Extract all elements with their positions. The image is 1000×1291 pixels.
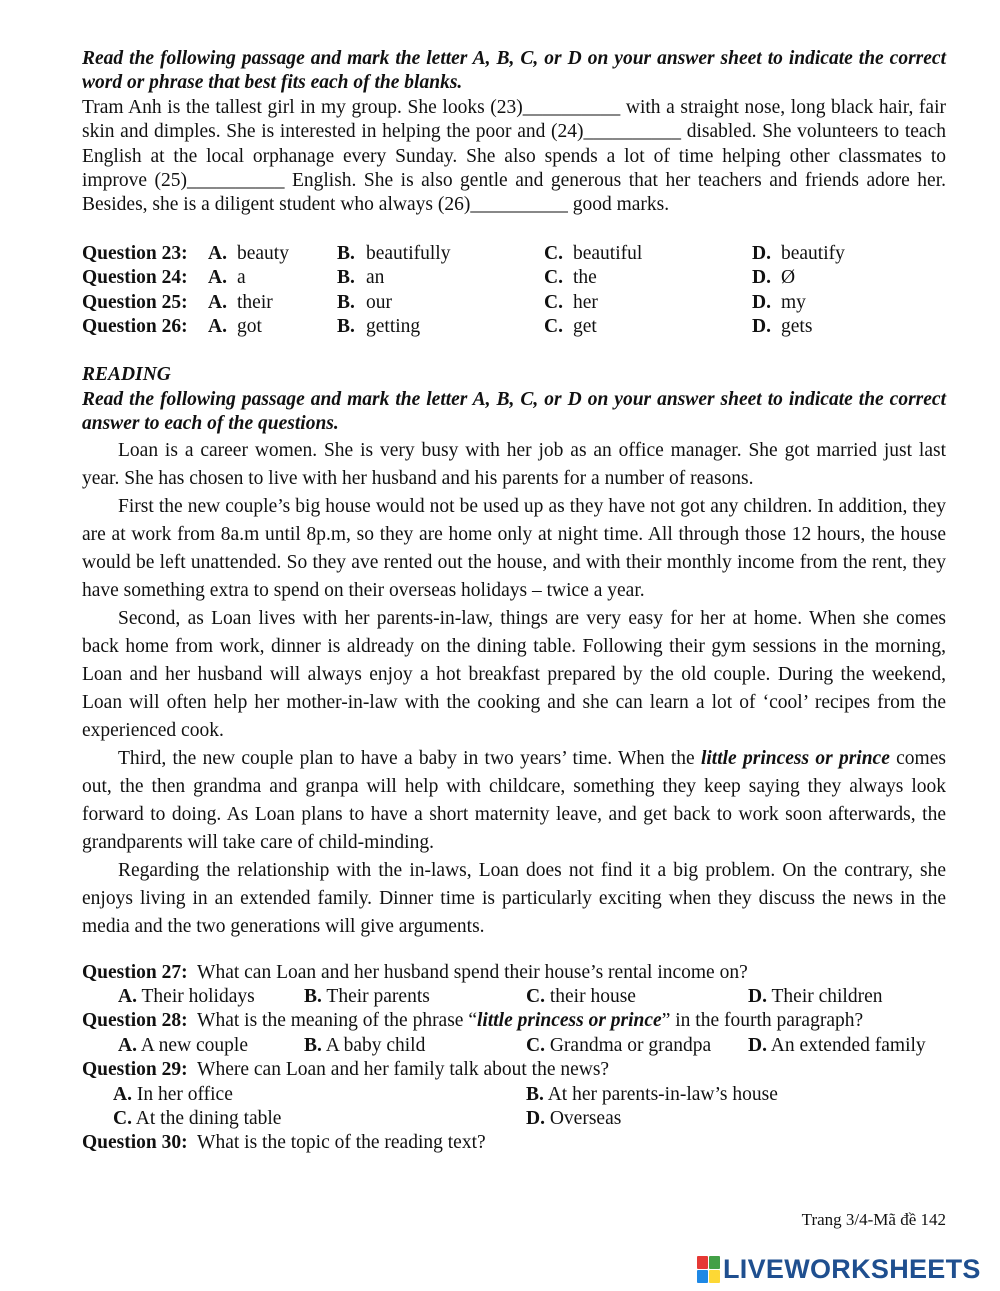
page-footer: Trang 3/4-Mã đề 142 <box>801 1210 946 1229</box>
passage-paragraph-2: First the new couple’s big house would not be used up as they have not got any children. In addition, they are at work from 8a.m until 8p.m, so they are home only at night time. All through those 12 hours, the house would be left unattended. So they ave rented out the house, and with their monthly income from the rent, they have something extra to spend on their overseas holidays – twice a year. <box>82 495 946 601</box>
cloze-question-list <box>82 242 946 340</box>
liveworksheets-logo <box>697 1253 981 1284</box>
worksheet-page <box>82 47 946 1156</box>
option-c[interactable]: C. their house <box>526 986 636 1008</box>
option-a[interactable]: A. a <box>208 267 246 289</box>
option-c[interactable]: C. At the dining table <box>113 1108 282 1130</box>
option-c[interactable]: C. the <box>544 267 597 289</box>
option-b[interactable]: B. beautifully <box>337 242 451 264</box>
answer-row-29b <box>82 1107 946 1131</box>
answer-row-27 <box>82 985 946 1009</box>
option-c[interactable]: C. her <box>544 291 598 313</box>
passage-paragraph-1: Loan is a career women. She is very busy with her job as an office manager. She got married just last year. She has chosen to live with her husband and his parents for a number of reasons. <box>82 439 946 489</box>
passage-paragraph-5: Regarding the relationship with the in-laws, Loan does not find it a big problem. On the contrary, she enjoys living in an extended family. Dinner time is particularly exciting when they discuss the news in the media and the two generations will give arguments. <box>82 859 946 937</box>
option-c[interactable]: C. Grandma or grandpa <box>526 1034 712 1056</box>
question-row-25 <box>82 291 946 315</box>
option-b[interactable]: B. our <box>337 291 392 313</box>
option-a[interactable]: A. A new couple <box>118 1034 249 1056</box>
option-b[interactable]: B. A baby child <box>304 1034 426 1056</box>
question-30: Question 30: What is the topic of the reading text? <box>82 1132 486 1154</box>
question-label: Question 24: <box>82 267 188 289</box>
passage-paragraph-3: Second, as Loan lives with her parents-in-law, things are very easy for her at home. When she comes back home from work, dinner is aldready on the dining table. Following their gym sessions in the morning, Loan and her husband will always enjoy a hot breakfast prepared by the old couple. During the weekend, Loan will often help her mother-in-law with the cooking and she can learn a lot of ‘cool’ recipes from the experienced cook. <box>82 607 946 741</box>
option-d[interactable]: D. beautify <box>752 242 845 264</box>
question-28: Question 28: What is the meaning of the phrase “little princess or prince” in the fourth paragraph? <box>82 1010 864 1032</box>
question-label: Question 23: <box>82 242 188 264</box>
logo-grid-icon <box>697 1256 719 1282</box>
question-label: Question 25: <box>82 291 188 313</box>
logo-text: LIVEWORKSHEETS <box>723 1253 981 1284</box>
option-b[interactable]: B. an <box>337 267 385 289</box>
option-d[interactable]: D. An extended family <box>748 1034 926 1056</box>
option-a[interactable]: A. got <box>208 316 262 338</box>
option-d[interactable]: D. gets <box>752 316 813 338</box>
option-d[interactable]: D. my <box>752 291 806 313</box>
question-27: Question 27: What can Loan and her husband spend their house’s rental income on? <box>82 961 748 983</box>
option-d[interactable]: D. Ø <box>752 267 796 289</box>
answer-row-28 <box>82 1034 946 1058</box>
option-d[interactable]: D. Their children <box>748 986 883 1008</box>
option-b[interactable]: B. At her parents-in-law’s house <box>526 1083 778 1105</box>
option-a[interactable]: A. In her office <box>113 1083 233 1105</box>
option-c[interactable]: C. beautiful <box>544 242 643 264</box>
passage-paragraph-4: Third, the new couple plan to have a baby in two years’ time. When the little princess or prince comes out, the then grandma and granpa will help with childcare, something they keep saying they always look forward to doing. As Loan plans to have a short maternity leave, and get back to work soon afterwards, the grandparents will take care of child-minding. <box>82 747 946 853</box>
question-row-24 <box>82 266 946 290</box>
reading-questions <box>82 961 946 1156</box>
option-b[interactable]: B. getting <box>337 316 421 338</box>
option-d[interactable]: D. Overseas <box>526 1108 622 1130</box>
cloze-instruction: Read the following passage and mark the letter A, B, C, or D on your answer sheet to indicate the correct word or phrase that best fits each of the blanks. <box>82 48 946 94</box>
option-a[interactable]: A. Their holidays <box>118 986 255 1008</box>
option-a[interactable]: A. beauty <box>208 242 289 264</box>
option-a[interactable]: A. their <box>208 291 273 313</box>
option-b[interactable]: B. Their parents <box>304 986 430 1008</box>
option-c[interactable]: C. get <box>544 316 597 338</box>
question-row-23 <box>82 242 946 266</box>
reading-passage <box>82 437 946 941</box>
emphasized-phrase: little princess or prince <box>700 747 890 769</box>
reading-instruction: Read the following passage and mark the letter A, B, C, or D on your answer sheet to indicate the correct answer to each of the questions. <box>82 388 946 435</box>
question-row-26 <box>82 315 946 339</box>
question-label: Question 26: <box>82 316 188 338</box>
question-29: Question 29: Where can Loan and her family talk about the news? <box>82 1059 610 1081</box>
answer-row-29a <box>82 1083 946 1107</box>
reading-heading: READING <box>82 364 171 386</box>
cloze-passage: Tram Anh is the tallest girl in my group. She looks (23)__________ with a straight nose, long black hair, fair skin and dimples. She is interested in helping the poor and (24)__________ disabled. She volunteers to teach English at the local orphanage every Sunday. She also spends a lot of time helping other classmates to improve (25)__________ English. She is also gentle and generous that her teachers and friends adore her. Besides, she is a diligent student who always (26)__________ good marks. <box>82 96 946 216</box>
